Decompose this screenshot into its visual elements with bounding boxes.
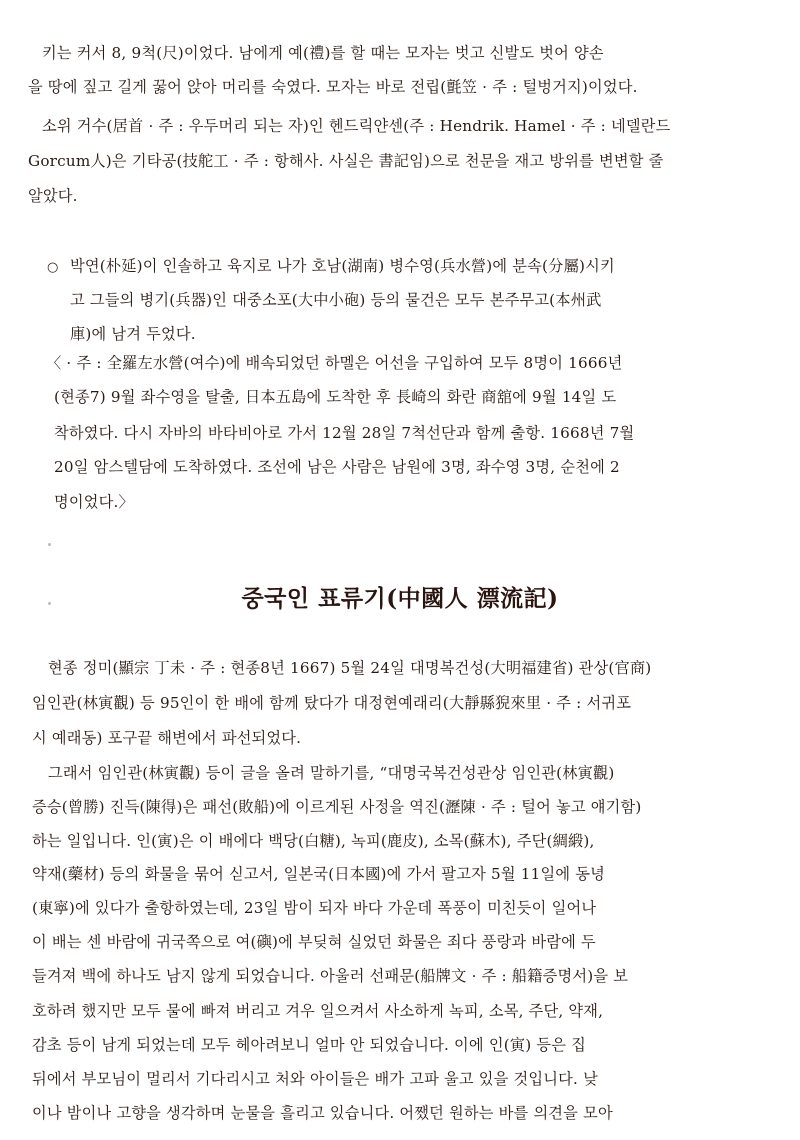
note-line: 착하였다. 다시 자바의 바타비아로 가서 12월 28일 7척선단과 함께 출항. 1668년 7월 bbox=[54, 424, 635, 442]
note-line: 명이었다.〉 bbox=[54, 493, 134, 511]
text-line: 이 배는 센 바람에 귀국쪽으로 여(礖)에 부딪혀 실었던 화물은 죄다 풍랑과 바람에 두 bbox=[32, 933, 596, 951]
text-line: 庫)에 남겨 두었다. bbox=[70, 325, 196, 343]
text-line: (東寧)에 있다가 출항하였는데, 23일 밤이 되자 바다 가운데 폭풍이 미친듯이 일어나 bbox=[32, 899, 597, 917]
text-line: 임인관(林寅觀) 등 95인이 한 배에 함께 탔다가 대정현예래리(大靜縣猊來里 · 주 : 서귀포 bbox=[32, 694, 632, 712]
note-line: 20일 암스텔담에 도착하였다. 조선에 남은 사람은 남원에 3명, 좌수영 3명, 순천에 2 bbox=[54, 458, 620, 476]
text-line: 박연(朴延)이 인솔하고 육지로 나가 호남(湖南) 병수영(兵水營)에 분속(分屬)시키 bbox=[70, 257, 615, 275]
text-line: 키는 커서 8, 9척(尺)이었다. 남에게 예(禮)를 할 때는 모자는 벗고 신발도 벗어 양손 bbox=[42, 44, 604, 62]
text-line: 뒤에서 부모님이 멀리서 기다리시고 처와 아이들은 배가 고파 울고 있을 것입니다. 낮 bbox=[32, 1070, 598, 1088]
text-line: 시 예래동) 포구끝 해변에서 파선되었다. bbox=[32, 729, 302, 747]
text-line: 감초 등이 남게 되었는데 모두 헤아려보니 얼마 안 되었습니다. 이에 인(寅) 등은 집 bbox=[32, 1036, 587, 1054]
text-line: 소위 거수(居首 · 주 : 우두머리 되는 자)인 헨드릭얀센(주 : Hendrik. Hamel · 주 : 네델란드 bbox=[42, 117, 671, 135]
text-line: 하는 일입니다. 인(寅)은 이 배에다 백당(白糖), 녹피(鹿皮), 소목(蘇木), 주단(綢緞), bbox=[32, 832, 595, 850]
text-line: 을 땅에 짚고 길게 꿇어 앉아 머리를 숙였다. 모자는 바로 전립(氈笠 · 주 : 털벙거지)이었다. bbox=[28, 78, 638, 96]
text-line: 증승(曾勝) 진득(陳得)은 패선(敗船)에 이르게된 사정을 역진(瀝陳 · 주 : 털어 놓고 얘기함) bbox=[32, 798, 642, 816]
scan-speck bbox=[48, 543, 51, 546]
text-line: 알았다. bbox=[28, 187, 78, 205]
text-line: 약재(藥材) 등의 화물을 묶어 싣고서, 일본국(日本國)에 가서 팔고자 5월 11일에 동녕 bbox=[32, 865, 605, 883]
text-line: 고 그들의 병기(兵器)인 대중소포(大中小砲) 등의 물건은 모두 본주무고(本州武 bbox=[70, 291, 602, 309]
bullet-circle: ○ bbox=[47, 260, 59, 275]
text-line: 호하려 했지만 모두 물에 빠져 버리고 겨우 일으켜서 사소하게 녹피, 소목, 주단, 약재, bbox=[32, 1002, 604, 1020]
text-line: 들겨져 백에 하나도 남지 않게 되었습니다. 아울러 선패문(船牌文 · 주 : 船籍증명서)을 보 bbox=[32, 967, 629, 985]
text-line: 그래서 임인관(林寅觀) 등이 글을 올려 말하기를, “대명국복건성관상 임인관(林寅觀) bbox=[48, 764, 615, 782]
note-line: 〈 · 주 : 全羅左水營(여수)에 배속되었던 하멜은 어선을 구입하여 모두 8명이 1666년 bbox=[46, 354, 623, 372]
text-line: Gorcum人)은 기타공(技舵工 · 주 : 항해사. 사실은 書記임)으로 천문을 재고 방위를 변변할 줄 bbox=[28, 152, 664, 170]
text-line: 이나 밤이나 고향을 생각하며 눈물을 흘리고 있습니다. 어쨌던 원하는 바를 의견을 모아 bbox=[32, 1104, 613, 1122]
note-line: (현종7) 9월 좌수영을 탈출, 日本五島에 도착한 후 長崎의 화란 商舘에 9월 14일 도 bbox=[54, 388, 617, 406]
text-line: 현종 정미(顯宗 丁未 · 주 : 현종8년 1667) 5월 24일 대명복건성(大明福建省) 관상(官商) bbox=[48, 659, 652, 677]
section-title: 중국인 표류기(中國人 漂流記) bbox=[241, 585, 559, 612]
